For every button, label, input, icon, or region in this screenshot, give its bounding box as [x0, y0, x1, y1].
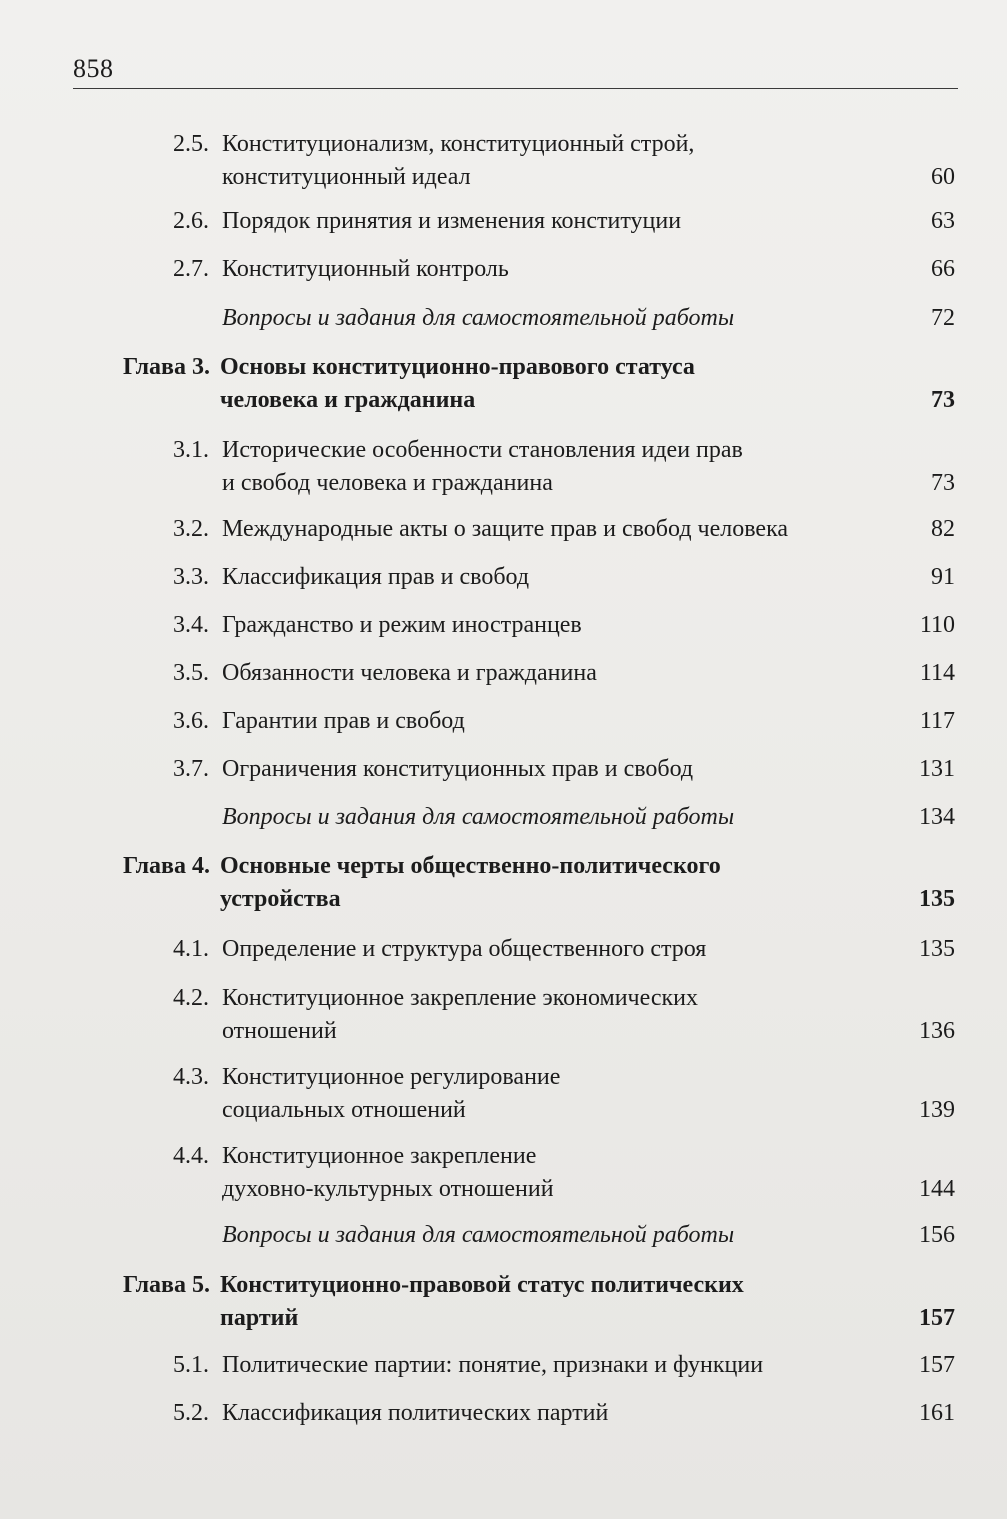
toc-entry-page: 60 [931, 164, 955, 190]
toc-entry-page: 161 [919, 1400, 955, 1426]
toc-entry-title: Вопросы и задания для самостоятельной работы [222, 1222, 735, 1248]
toc-entry-number: 5.2. [173, 1400, 209, 1426]
toc-entry-title: Гарантии прав и свобод [222, 708, 465, 734]
toc-entry-page: 72 [931, 305, 955, 331]
toc-entry-number: 3.3. [173, 564, 209, 590]
toc-entry-title: Гражданство и режим иностранцев [222, 612, 582, 638]
toc-entry-page: 157 [919, 1305, 955, 1331]
toc-entry-number: 2.5. [173, 131, 209, 157]
toc-entry-page: 139 [919, 1097, 955, 1123]
toc-entry-page: 73 [931, 387, 955, 413]
toc-entry-page: 82 [931, 516, 955, 542]
toc-entry-title: Ограничения конституционных прав и свобод [222, 756, 694, 782]
toc-entry-title: Вопросы и задания для самостоятельной работы [222, 305, 735, 331]
toc-entry-number: 4.3. [173, 1064, 209, 1090]
toc-entry-page: 135 [919, 886, 955, 912]
toc-entry-title: Классификация прав и свобод [222, 564, 530, 590]
toc-entry-title: Исторические особенности становления идеи прав и свобод человека и гражданина [222, 437, 743, 496]
toc-entry-number: 2.6. [173, 208, 209, 234]
toc-entry-page: 134 [919, 804, 955, 830]
toc-entry-number: 4.2. [173, 985, 209, 1011]
toc-entry-number: 4.1. [173, 936, 209, 962]
toc-entry-title: Порядок принятия и изменения конституции [222, 208, 682, 234]
toc-entry-number: 3.1. [173, 437, 209, 463]
toc-entry-title: Политические партии: понятие, признаки и функции [222, 1352, 764, 1378]
toc-entry-page: 156 [919, 1222, 955, 1248]
toc-entry-number: Глава 5. [123, 1272, 210, 1298]
toc-entry-page: 117 [919, 708, 955, 734]
toc-entry-page: 63 [931, 208, 955, 234]
toc-entry-title: Конституционное регулирование социальных отношений [222, 1064, 561, 1123]
toc-entry-title: Обязанности человека и гражданина [222, 660, 597, 686]
toc-entry-page: 136 [919, 1018, 955, 1044]
toc-entry-title: Международные акты о защите прав и свобод человека [222, 516, 789, 542]
toc-entry-number: 3.4. [173, 612, 209, 638]
toc-entry-page: 110 [919, 612, 955, 638]
toc-entry-number: Глава 3. [123, 354, 210, 380]
toc-entry-title: Классификация политических партий [222, 1400, 609, 1426]
toc-entry-title: Конституционное закрепление духовно-культурных отношений [222, 1143, 554, 1202]
toc-entry-title: Основные черты общественно-политического устройства [220, 853, 721, 912]
toc-entry-number: 2.7. [173, 256, 209, 282]
page-header [73, 52, 958, 89]
toc-entry-page: 135 [919, 936, 955, 962]
toc-entry-title: Определение и структура общественного строя [222, 936, 707, 962]
toc-entry-title: Основы конституционно-правового статуса человека и гражданина [220, 354, 695, 413]
toc-entry-page: 73 [931, 470, 955, 496]
toc-entry-number: 3.2. [173, 516, 209, 542]
toc-entry-page: 114 [919, 660, 955, 686]
page-number: 858 [73, 54, 114, 83]
toc-entry-title: Конституционное закрепление экономических отношений [222, 985, 699, 1044]
toc-entry-number: 3.6. [173, 708, 209, 734]
toc-entry-page: 66 [931, 256, 955, 282]
toc-entry-page: 131 [919, 756, 955, 782]
toc-entry-title: Конституционализм, конституционный строй, конституционный идеал [222, 131, 695, 190]
toc-entry-title: Конституционный контроль [222, 256, 509, 282]
toc-entry-number: Глава 4. [123, 853, 210, 879]
toc-entry-page: 91 [931, 564, 955, 590]
toc-entry-title: Конституционно-правовой статус политических партий [220, 1272, 744, 1331]
toc-entry-page: 144 [919, 1176, 955, 1202]
toc-entry-number: 3.5. [173, 660, 209, 686]
toc-entry-page: 157 [919, 1352, 955, 1378]
toc-entry-number: 3.7. [173, 756, 209, 782]
toc-entry-number: 4.4. [173, 1143, 209, 1169]
toc-entry-title: Вопросы и задания для самостоятельной работы [222, 804, 735, 830]
toc-entry-number: 5.1. [173, 1352, 209, 1378]
